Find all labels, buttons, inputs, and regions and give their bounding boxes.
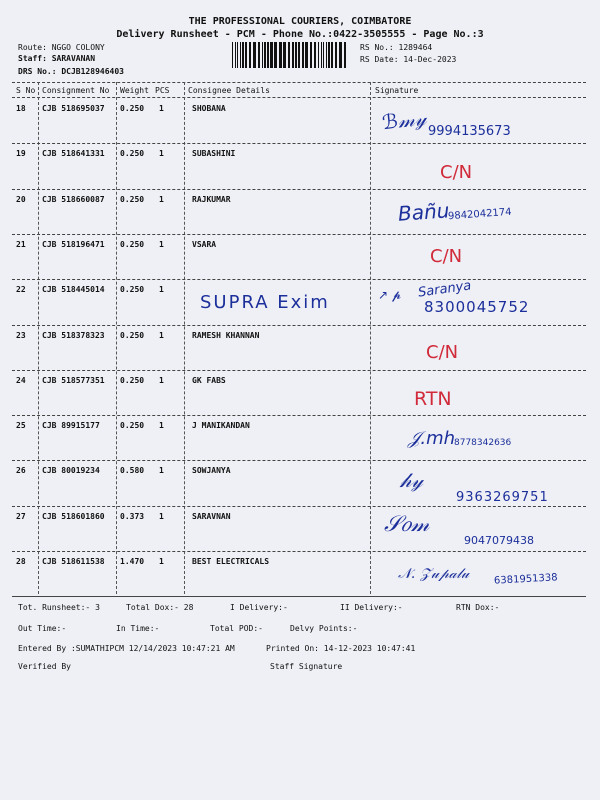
row-consignee: BEST ELECTRICALS — [192, 557, 270, 566]
handwritten-status: C/N — [426, 342, 459, 363]
row-sno: 27 — [16, 511, 26, 521]
row-cno: CJB 518445014 — [42, 285, 105, 295]
verified-by: Verified By — [18, 662, 71, 671]
row-divider — [12, 234, 586, 235]
row-sno: 28 — [16, 557, 26, 566]
rtn-dox: RTN Dox:- — [456, 603, 500, 612]
row-pcs: 1 — [159, 557, 164, 566]
row-consignee: RAMESH KHANNAN — [192, 330, 260, 340]
col-signature: Signature — [375, 86, 419, 95]
signature-scribble: ℬ𝓂𝓎 — [380, 105, 428, 135]
row-sno: 23 — [16, 330, 26, 340]
handwritten-phone: 6381951338 — [493, 572, 558, 587]
handwritten-status: C/N — [440, 162, 473, 183]
signature-scribble: 𝒥.mh — [408, 428, 456, 449]
row-sno: 21 — [16, 239, 26, 249]
handwritten-phone: 9842042174 — [447, 206, 512, 223]
row-consignee: SARAVNAN — [192, 511, 231, 521]
row-cno: CJB 518577351 — [42, 375, 105, 385]
col-pcs: PCS — [155, 86, 170, 95]
row-consignee: J MANIKANDAN — [192, 421, 250, 431]
col-divider — [116, 82, 117, 594]
row-sno: 25 — [16, 421, 26, 431]
row-weight: 0.250 — [120, 375, 145, 385]
row-weight: 0.250 — [120, 330, 145, 340]
row-divider — [12, 370, 586, 371]
row-consignee: VSARA — [192, 239, 217, 249]
row-divider — [12, 279, 586, 280]
row-weight: 0.250 — [120, 239, 145, 249]
row-consignee: SUBASHINI — [192, 149, 236, 159]
row-cno: CJB 89915177 — [42, 421, 100, 431]
signature-scribble: 𝒩. 𝒵𝓊𝓅𝒶𝓁𝓊 — [398, 566, 470, 582]
handwritten-status: C/N — [430, 246, 463, 267]
i-delivery: I Delivery:- — [230, 603, 288, 612]
col-consignee: Consignee Details — [188, 86, 270, 95]
row-cno: CJB 518196471 — [42, 239, 105, 249]
handwritten-phone: 9363269751 — [456, 490, 549, 505]
signature-scribble: Bañu — [397, 198, 451, 226]
row-cno: CJB 518695037 — [42, 104, 105, 113]
row-sno: 26 — [16, 466, 26, 476]
col-weight: Weight — [120, 86, 149, 95]
row-divider — [12, 189, 586, 190]
row-pcs: 1 — [159, 511, 164, 521]
row-weight: 0.250 — [120, 104, 145, 113]
row-pcs: 1 — [159, 285, 164, 295]
printed-on: Printed On: 14-12-2023 10:47:41 — [266, 644, 416, 653]
col-consignment: Consignment No — [42, 86, 110, 95]
row-consignee: SHOBANA — [192, 104, 226, 113]
rs-number: RS No.: 1289464 — [360, 43, 433, 52]
row-divider — [12, 415, 586, 416]
row-divider — [12, 506, 586, 507]
row-cno: CJB 518378323 — [42, 330, 105, 340]
handwritten-phone: 8778342636 — [454, 438, 512, 448]
row-divider — [12, 143, 586, 144]
col-divider — [38, 82, 39, 594]
total-dox: Total Dox:- 28 — [126, 603, 194, 612]
row-weight: 0.250 — [120, 421, 145, 431]
col-sno: S No — [16, 86, 36, 95]
row-pcs: 1 — [159, 466, 164, 476]
table-bottom-rule — [12, 596, 586, 597]
row-sno: 24 — [16, 375, 26, 385]
signature-scribble: 𝒮𝑜𝓂 — [384, 512, 430, 537]
handwritten-status: RTN — [414, 388, 452, 410]
row-pcs: 1 — [159, 149, 164, 159]
tot-runsheet: Tot. Runsheet:- 3 — [18, 603, 100, 612]
runsheet-subtitle: Delivery Runsheet - PCM - Phone No.:0422-3505555 - Page No.:3 — [116, 29, 484, 40]
row-divider — [12, 551, 586, 552]
row-pcs: 1 — [159, 239, 164, 249]
row-weight: 0.250 — [120, 149, 145, 159]
entered-by: Entered By :SUMATHIPCM 12/14/2023 10:47:21 AM — [18, 644, 235, 653]
row-cno: CJB 518660087 — [42, 194, 105, 204]
row-divider — [12, 460, 586, 461]
row-pcs: 1 — [159, 421, 164, 431]
handwritten-phone: 9047079438 — [464, 534, 534, 547]
row-weight: 0.250 — [120, 285, 145, 295]
staff-label: Staff: SARAVANAN — [18, 54, 96, 63]
col-divider — [370, 82, 371, 594]
rs-date: RS Date: 14-Dec-2023 — [360, 55, 457, 64]
delvy-points: Delvy Points:- — [290, 624, 358, 633]
company-title: THE PROFESSIONAL COURIERS, COIMBATORE — [188, 16, 412, 27]
row-cno: CJB 518601860 — [42, 511, 105, 521]
row-sno: 22 — [16, 285, 26, 295]
row-weight: 0.373 — [120, 511, 145, 521]
row-weight: 0.250 — [120, 194, 145, 204]
total-pod: Total POD:- — [210, 624, 263, 633]
handwritten-phone: 9994135673 — [428, 124, 511, 139]
drs-number: DRS No.: DCJB128946403 — [18, 67, 124, 76]
out-time: Out Time:- — [18, 624, 67, 633]
staff-signature: Staff Signature — [270, 662, 343, 671]
row-pcs: 1 — [159, 104, 164, 113]
row-consignee: RAJKUMAR — [192, 194, 231, 204]
row-weight: 0.580 — [120, 466, 145, 476]
handwritten-consignee: SUPRA Exim — [200, 292, 330, 313]
row-cno: CJB 518611538 — [42, 557, 105, 566]
signature-scribble: ↗ 𝓹 — [378, 288, 401, 302]
handwritten-signature: Saranya — [417, 278, 473, 301]
table-top-rule — [12, 82, 586, 83]
row-sno: 19 — [16, 149, 26, 159]
row-cno: CJB 518641331 — [42, 149, 105, 159]
row-consignee: SOWJANYA — [192, 466, 231, 476]
route-label: Route: NGGO COLONY — [18, 43, 105, 52]
row-cno: CJB 80019234 — [42, 466, 100, 476]
row-sno: 18 — [16, 104, 26, 113]
row-divider — [12, 325, 586, 326]
row-weight: 1.470 — [120, 557, 145, 566]
row-pcs: 1 — [159, 194, 164, 204]
table-header-rule — [12, 97, 586, 98]
in-time: In Time:- — [116, 624, 160, 633]
row-pcs: 1 — [159, 375, 164, 385]
handwritten-phone: 8300045752 — [424, 298, 530, 316]
col-divider — [184, 82, 185, 594]
signature-scribble: 𝒽𝓎 — [400, 468, 424, 492]
barcode — [232, 42, 350, 68]
ii-delivery: II Delivery:- — [340, 603, 403, 612]
row-pcs: 1 — [159, 330, 164, 340]
row-consignee: GK FABS — [192, 375, 226, 385]
row-sno: 20 — [16, 194, 26, 204]
